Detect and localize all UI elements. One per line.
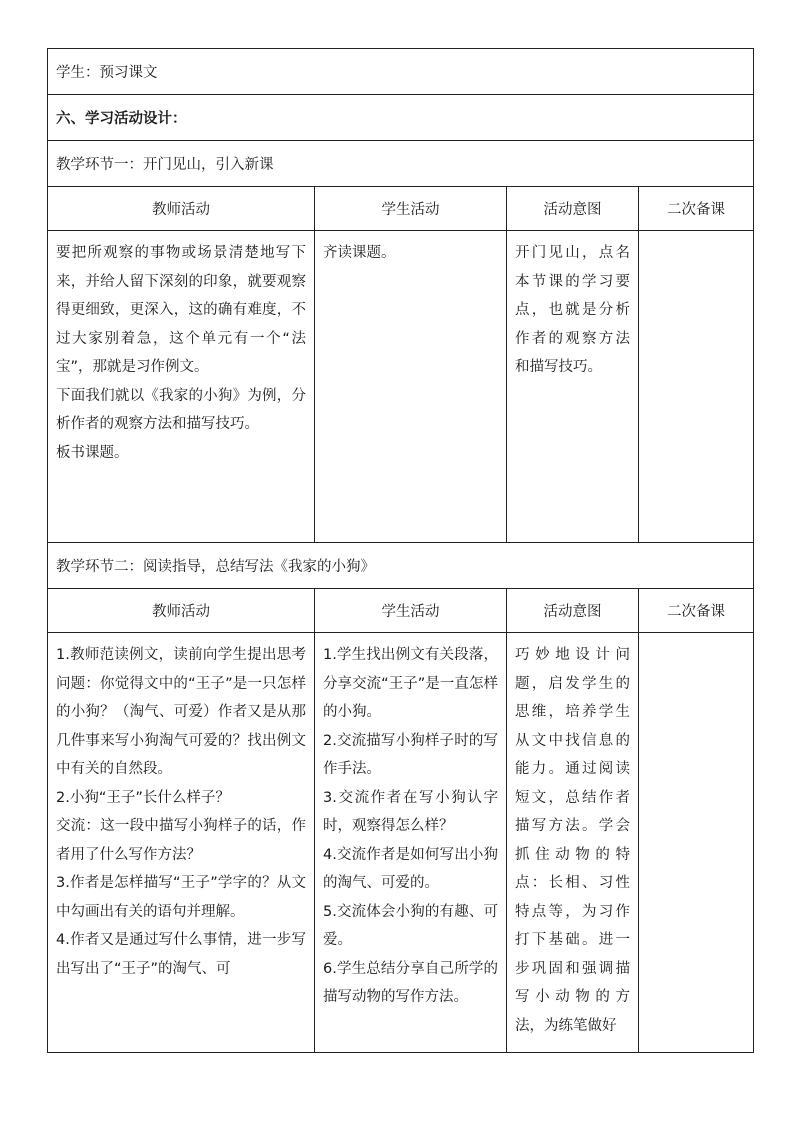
stage1-intent-cell [507,231,639,543]
stage2-student-item: 1.学生找出例文有关段落，分享交流“王子”是一直怎样的小狗。 [323,647,498,720]
stage2-intent-cell [507,633,639,1053]
stage2-student-item: 6.学生总结分享自己所学的描写动物的写作方法。 [323,960,498,1005]
stage2-header-student: 学生活动 [315,589,507,633]
stage2-teacher-item: 2.小狗“王子”长什么样子？ [56,789,230,806]
stage1-teacher-cell [48,231,315,543]
stage2-student-item: 5.交流体会小狗的有趣、可爱。 [323,903,498,948]
stage1-header-teacher: 教师活动 [48,187,315,231]
stage2-student-item: 2.交流描写小狗样子时的写作手法。 [323,732,498,777]
stage2-student-cell [315,633,507,1053]
stage2-teacher-item: 4.作者又是通过写什么事情，进一步写出写出了“王子”的淘气、可 [56,932,306,977]
stage2-student-item: 3.交流作者在写小狗认字时，观察得怎么样？ [323,789,498,834]
stage2-teacher-item: 交流：这一段中描写小狗样子的话，作者用了什么写作方法？ [56,818,306,863]
stage1-teacher-para: 板书课题。 [56,444,129,461]
stage2-header-teacher: 教师活动 [48,589,315,633]
stage1-student-text: 齐读课题。 [323,245,396,261]
stage2-teacher-item: 3.作者是怎样描写“王子”学字的？从文中勾画出有关的语句并理解。 [56,875,306,920]
stage1-header-intent: 活动意图 [507,187,639,231]
stage1-student-cell [315,231,507,543]
stage2-second-cell [639,633,754,1053]
stage1-title: 教学环节一：开门见山，引入新课 [48,141,754,187]
prep-line: 学生：预习课文 [48,49,754,95]
stage2-header-intent: 活动意图 [507,589,639,633]
stage1-header-student: 学生活动 [315,187,507,231]
stage2-teacher-cell [48,633,315,1053]
stage2-student-item: 4.交流作者是如何写出小狗的淘气、可爱的。 [323,846,498,891]
stage1-intent-text: 开门见山，点名本节课的学习要点，也就是分析作者的观察方法和描写技巧。 [515,245,630,375]
stage1-teacher-para: 下面我们就以《我家的小狗》为例，分析作者的观察方法和描写技巧。 [56,387,306,432]
stage2-header-second: 二次备课 [639,589,754,633]
lesson-plan-table [47,48,754,1053]
section-heading: 六、学习活动设计： [48,95,754,141]
stage1-second-cell [639,231,754,543]
stage2-teacher-item: 1.教师范读例文，读前向学生提出思考问题：你觉得文中的“王子”是一只怎样的小狗？（淘气、可爱）作者又是从那几件事来写小狗淘气可爱的？找出例文中有关的自然段。 [56,647,306,777]
stage2-intent-text: 巧妙地设计问题，启发学生的思维，培养学生从文中找信息的能力。通过阅读短文，总结作者描写方法。学会抓住动物的特点：长相、习性特点等，为习作打下基础。进一步巩固和强调描写小动物的方法，为练笔做好 [515,647,630,1034]
stage1-teacher-para: 要把所观察的事物或场景清楚地写下来，并给人留下深刻的印象，就要观察得更细致，更深入，这的确有难度，不过大家别着急，这个单元有一个“法宝”，那就是习作例文。 [56,245,306,375]
stage2-title: 教学环节二：阅读指导，总结写法《我家的小狗》 [48,543,754,589]
stage1-header-second: 二次备课 [639,187,754,231]
